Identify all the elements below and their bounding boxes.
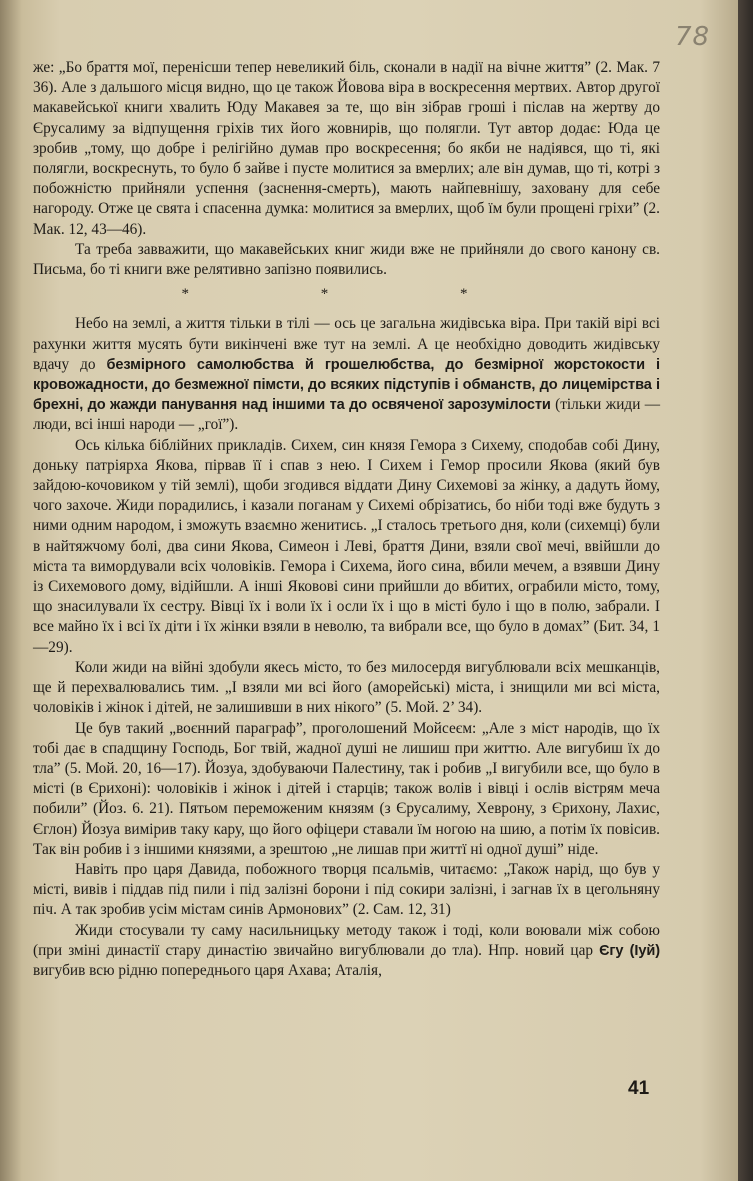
paragraph-1: же: „Бо браття мої, перенісши тепер невеликий біль, сконали в надії на вічне життя” (2. Мак. 7 36). Але з дальшого місця видно, що це також Йовова віра в воскресення мертвих. Автор другої макавейської книги хвалить Юду Макавея за те, що він зібрав гроші і післав на жертву до Єрусалиму за відпущення гріхів тих його жовнирів, що полягли. Тут автор додає: Юда це зробив „тому, що добре і релігійно думав про воскресення; бо якби не надіявся, що ті, які полягли, воскреснуть, то було б зайве і пусте молитися за вмерлих; але він думав, що ті, котрі з побожністю прийняли успення (заснення-смерть), мають найпевнішу, заховану для себе нагороду. Отже це свята і спасенна думка: молитися за вмерлих, щоб їм були прощені гріхи” (2. Мак. 12, 43—46). [33, 59, 660, 238]
paragraph-7: Навіть про царя Давида, побожного творця псальмів, читаємо: „Також нарід, що був у місті, вивів і піддав під пили і під залізні борони і під сокири залізні, і загнав їх в цегольняну піч. А так зробив усім містам синів Армонових” (2. Сам. 12, 31) [33, 860, 660, 919]
paragraph-8 [33, 921, 660, 982]
paragraph-2: Та треба завважити, що макавейських книг жиди вже не прийняли до свого канону св. Письма, бо ті книги вже релятивно запізно появились. [33, 240, 660, 279]
paragraph-3 [33, 314, 660, 435]
paragraph-4: Ось кілька біблійних прикладів. Сихем, син князя Гемора з Сихему, сподобав собі Дину, доньку патріярха Якова, пірвав її і спав з нею. І Сихем і Гемор просили Якова (який був зайдою-кочовиком у тій землі), щоби згодився віддати Дину Сихемові за жінку, а дадуть йому, чого захоче. Жиди порадились, і казали поганам у Сихемі обрізатись, бо ніби тоді вже будуть з ними одним народом, і зможуть взаємно женитись. „І сталось третього дня, коли (сихемці) були в найтяжчому болі, два сини Якова, Симеон і Леві, браття Дини, взяли свої мечі, ввійшли до міста та вимордували всіх чоловіків. Гемора і Сихема, його сина, вбили мечем, а взявши Дину із Сихемового дому, відійшли. А інші Яковові сини прийшли до вбитих, ограбили місто, тому, що знасилували їх сестру. Вівці їх і воли їх і осли їх і що в місті було і що в полю, забрали. І все майно їх і всі їх діти і їх жінки взяли в неволю, та вибрали все, що було в домах” (Бит. 34, 1—29). [33, 436, 660, 656]
section-separator: * * * [181, 286, 532, 303]
paragraph-3-start: Небо на землі, а життя тільки в тілі — ось це загальна жидівська віра. При такій вірі всі рахунки життя мусять бути викінчені вже тут на землі. А це необхідно доводить жидівську вдачу до [33, 315, 660, 373]
paragraph-5: Коли жиди на війні здобули якесь місто, то без милосердя вигублювали всіх мешканців, ще й перехвалювались тим. „І взяли ми всі його (аморейські) міста, і знищили ми всі міста, чоловіків і жінок і дітей, не залишивши в них нікого” (5. Мой. 2’ 34). [33, 658, 660, 717]
paragraph-8-end: вигубив всю рідню попереднього царя Ахава; Аталія, [33, 961, 382, 979]
page-body [33, 58, 660, 981]
paragraph-8-start: Жиди стосували ту саму насильницьку методу також і тоді, коли воювали між собою (при зміні династії стару династію звичайно вигублювали до тла). Нпр. новий цар [33, 921, 660, 959]
paragraph-3-bold: безмірного самолюбства й грошелюбства, до безмірної жорстокости і кровожадности, до безмежної пімсти, до всяких підступів і обманств, до лицемірства і брехні, до жажди панування над іншими та до освяченої зарозумілости [33, 356, 660, 414]
page-edge [738, 0, 753, 1181]
paragraph-6: Це був такий „воєнний параграф”, проголошений Мойсеєм: „Але з міст народів, що їх тобі дає в спадщину Господь, Бог твій, жадної душі не лишиш при життю. Але вигубиш їх до тла” (5. Мой. 20, 16—17). Йозуа, здобуваючи Палестину, так і робив „І вигубили все, що було в місті (в Єрихоні): чоловіків і жінок і дітей і старців; також волів і вівці і ослів вістрям меча побили” (Йоз. 6. 21). Пятьом переможеним князям (з Єрусалиму, Хеврону, з Єрихону, Лахис, Єглон) Йозуа вимірив таку кару, що його офіцери ставали їм ногою на шию, а потім їх повісив. Так він робив і з іншими князями, а зрештою „не лишав при життї ні одної душі” ніде. [33, 719, 660, 858]
page-number: 41 [628, 1078, 650, 1099]
paragraph-3-end: (тільки жиди — люди, всі інші народи — „гої”). [33, 396, 660, 434]
handwritten-folio-number: 78 [675, 22, 711, 52]
paragraph-8-bold: Єгу (Іуй) [599, 942, 660, 959]
